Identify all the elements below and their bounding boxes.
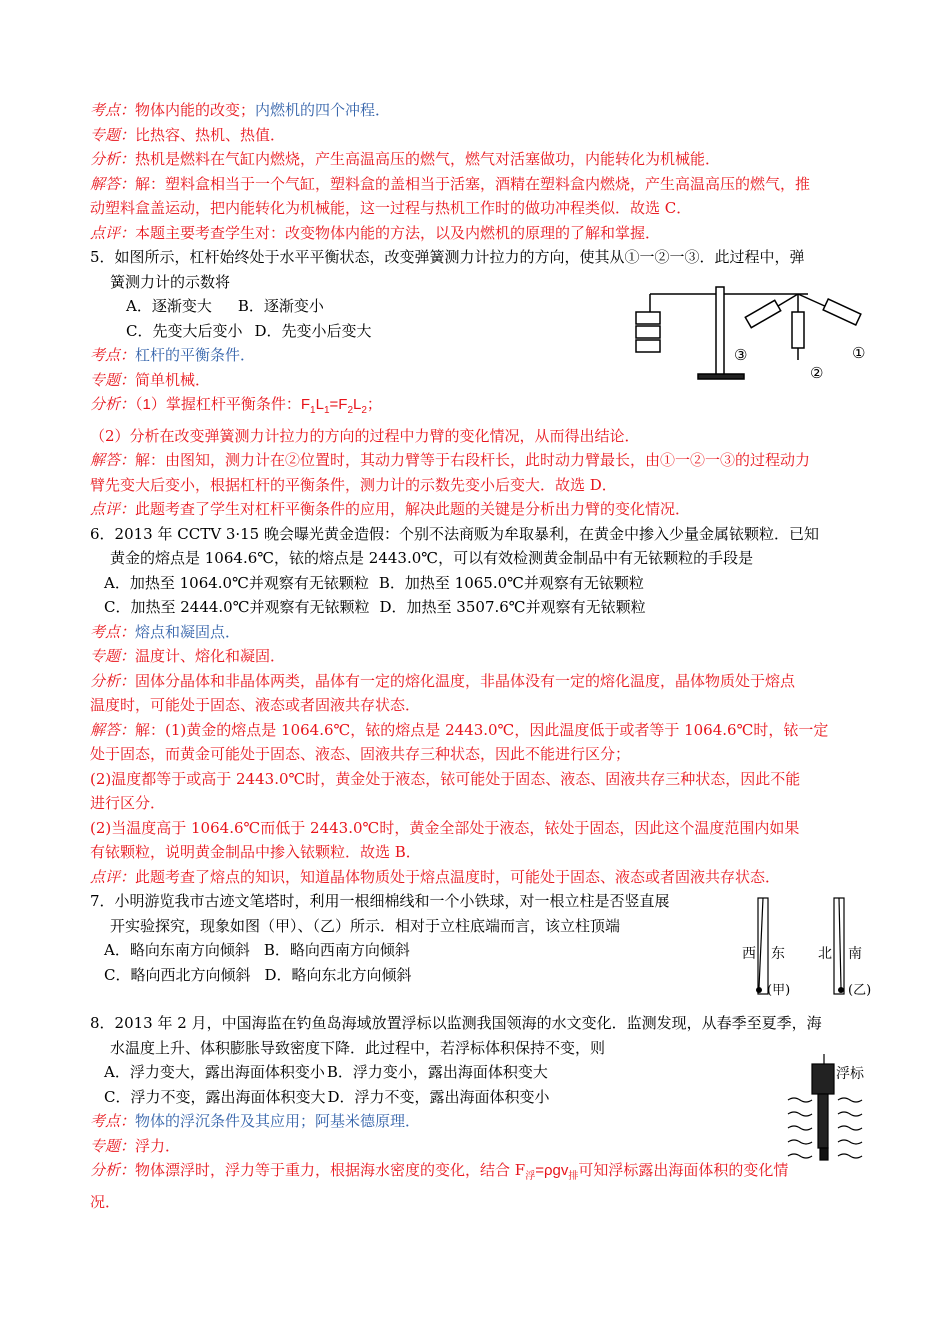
q6-option-d[interactable]: D．加热至 3507.6℃并观察有无铱颗粒 [379, 598, 646, 616]
q7-option-c[interactable]: C．略向西北方向倾斜 [104, 965, 251, 984]
fenxi-label: 分析： [90, 1161, 136, 1179]
zhuanti-label: 专题： [90, 370, 136, 389]
label-yi: (乙) [848, 983, 872, 998]
zhuanti-label: 专题： [90, 647, 136, 665]
kaodian-link[interactable]: 内燃机的四个冲程． [255, 101, 391, 119]
q5-option-c[interactable]: C．先变大后变小 [126, 321, 243, 340]
jieda-text: 解：由图知，测力计在②位置时，其动力臂等于右段杆长，此时动力臂最长，由①一②一③的过程动力 [135, 451, 811, 469]
q5-option-b[interactable]: B．逐渐变小 [237, 297, 324, 315]
jieda-line [90, 172, 865, 197]
q5-option-d[interactable]: D．先变小后变大 [254, 321, 372, 340]
q7-option-d[interactable]: D．略向东北方向倾斜 [264, 965, 412, 984]
dianping-label: 点评： [90, 867, 136, 886]
q8-option-d[interactable]: D．浮力不变，露出海面体积变小 [327, 1087, 550, 1106]
label-north: 北 [818, 946, 832, 962]
kaodian-link[interactable]: 物体的浮沉条件及其应用； [135, 1112, 316, 1130]
dianping-label: 点评： [90, 500, 136, 518]
zhuanti-text: 比热容、热机、热值． [135, 125, 286, 144]
jieda-text-cont: (2)温度都等于或高于 2443.0℃时，黄金处于液态，铱可能处于固态、液态、固液共存三种状态，因此不能 [90, 769, 801, 788]
q8-option-c[interactable]: C．浮力不变，露出海面体积变大 [104, 1087, 326, 1106]
q5-fenxi-line [90, 392, 865, 424]
fenxi-line [90, 147, 865, 172]
q8-fenxi-line [90, 1158, 865, 1190]
fig-label-2: ② [810, 364, 824, 382]
lever-figure [628, 282, 880, 388]
label-south: 南 [848, 946, 862, 962]
buoy-label: 浮标 [836, 1066, 864, 1082]
fenxi-text-2: 可知浮标露出海面体积的变化情 [578, 1161, 789, 1179]
zhuanti-line [90, 123, 865, 148]
q8-zhuanti-line [90, 1134, 865, 1159]
q7-option-a[interactable]: A．略向东南方向倾斜 [104, 941, 250, 959]
label-jia: (甲) [767, 983, 791, 998]
label-west: 西 [742, 946, 756, 962]
q6-fenxi-line [90, 669, 865, 694]
q6-option-a[interactable]: A．加热至 1064.0℃并观察有无铱颗粒 [104, 573, 369, 592]
kaodian-label: 考点： [90, 101, 136, 119]
q8-option-a[interactable]: A．浮力变大，露出海面体积变小 [104, 1063, 325, 1081]
dianping-line [90, 221, 865, 246]
q6-zhuanti-line [90, 644, 865, 669]
jieda-label: 解答： [90, 720, 136, 739]
jieda-text: 解：塑料盒相当于一个气缸，塑料盒的盖相当于活塞，酒精在塑料盒内燃烧，产生高温高压的燃气，推 [135, 174, 811, 193]
jieda-text-cont: 臂先变大后变小，根据杠杆的平衡条件，测力计的示数先变小后变大．故选 D． [90, 475, 617, 494]
q6-jieda-line [90, 718, 865, 743]
label-east: 东 [771, 946, 785, 962]
q5-option-a[interactable]: A．逐渐变大 [126, 297, 212, 315]
jieda-text-cont: 有铱颗粒，说明黄金制品中掺入铱颗粒．故选 B． [90, 843, 421, 861]
fenxi-text: 物体漂浮时，浮力等于重力，根据海水密度的变化，结合 F [135, 1161, 526, 1179]
zhuanti-text: 简单机械． [135, 370, 211, 389]
dianping-label: 点评： [90, 223, 136, 242]
q8-formula: $_浮$=ρgv$_排$ [525, 1162, 579, 1182]
jieda-label: 解答： [90, 451, 136, 469]
kaodian-link[interactable]: 杠杆的平衡条件． [135, 346, 256, 364]
q6-options-ab [90, 571, 865, 596]
jieda-text: 解：(1)黄金的熔点是 1064.6℃，铱的熔点是 2443.0℃，因此温度低于或者等于 1064.6℃时，铱一定 [135, 720, 829, 739]
q5-stem: 5．如图所示，杠杆始终处于水平平衡状态，改变弹簧测力计拉力的方向，使其从①一②一③．此过程中，弹 [90, 248, 805, 266]
q6-stem: 6．2013 年 CCTV 3·15 晚会曝光黄金造假：个别不法商贩为牟取暴利，在黄金中掺入少量金属铱颗粒．已知 [90, 524, 819, 543]
q8-stem-cont: 水温度上升、体积膨胀导致密度下降．此过程中，若浮标体积保持不变，则 [110, 1038, 606, 1057]
q6-stem-cont: 黄金的熔点是 1064.6℃，铱的熔点是 2443.0℃，可以有效检测黄金制品中有无铱颗粒的手段是 [110, 549, 754, 567]
q8-kaodian-line [90, 1109, 865, 1134]
plumb-figure [742, 896, 882, 1000]
q8-stem: 8．2013 年 2 月，中国海监在钓鱼岛海域放置浮标以监测我国领海的水文变化．监测发现，从春季至夏季，海 [90, 1014, 822, 1032]
q5-jieda-line [90, 448, 865, 473]
kaodian-link-2[interactable]: 阿基米德原理． [315, 1112, 421, 1130]
fenxi-label: 分析： [90, 671, 136, 690]
q5-formula: （1）掌握杠杆平衡条件：$F_1L_1=F_2L_2$； [135, 396, 382, 416]
q5-dianping-line [90, 497, 865, 522]
zhuanti-label: 专题： [90, 125, 136, 144]
q6-kaodian-line [90, 620, 865, 645]
zhuanti-text: 浮力． [135, 1136, 181, 1155]
q7-stem: 7．小明游览我市古迹文笔塔时，利用一根细棉线和一个小铁球，对一根立柱是否竖直展 [90, 892, 670, 910]
fig-label-3: ③ [734, 346, 748, 364]
jieda-label: 解答： [90, 174, 136, 193]
q8-option-b[interactable]: B．浮力变小，露出海面体积变大 [326, 1063, 548, 1081]
kaodian-text: 物体内能的改变； [135, 101, 256, 119]
zhuanti-text: 温度计、熔化和凝固． [135, 647, 286, 665]
kaodian-label: 考点： [90, 346, 136, 364]
dianping-text: 本题主要考查学生对：改变物体内能的方法，以及内燃机的原理的了解和掌握． [135, 223, 661, 242]
kaodian-link[interactable]: 熔点和凝固点． [135, 622, 241, 641]
jieda-text-cont: 进行区分． [90, 794, 166, 812]
jieda-text-cont: 动塑料盒盖运动，把内能转化为机械能，这一过程与热机工作时的做功冲程类似．故选 C． [90, 199, 692, 217]
kaodian-label: 考点： [90, 622, 136, 641]
fenxi-text-cont: 况． [90, 1192, 121, 1211]
q8-options-ab [90, 1060, 865, 1085]
jieda-text-cont: 处于固态，而黄金可能处于固态、液态、固液共存三种状态，因此不能进行区分； [90, 745, 631, 763]
q5-stem-cont: 簧测力计的示数将 [110, 272, 231, 291]
dianping-text: 此题考查了熔点的知识，知道晶体物质处于熔点温度时，可能处于固态、液态或者固液共存状态． [135, 867, 781, 886]
q6-option-b[interactable]: B．加热至 1065.0℃并观察有无铱颗粒 [378, 573, 644, 592]
buoy-figure [782, 1052, 872, 1166]
jieda-text-cont: (2)当温度高于 1064.6℃而低于 2443.0℃时，黄金全部处于液态，铱处于固态，因此这个温度范围内如果 [90, 818, 800, 837]
kaodian-label: 考点： [90, 1112, 136, 1130]
fenxi-label: 分析： [90, 150, 136, 168]
q6-options-cd [90, 595, 865, 620]
kaodian-line [90, 98, 865, 123]
fenxi-label: 分析： [90, 395, 136, 413]
plumb-ball-yi [838, 987, 844, 993]
q6-dianping-line [90, 865, 865, 890]
fenxi-text: 固体分晶体和非晶体两类，晶体有一定的熔化温度，非晶体没有一定的熔化温度，晶体物质处于熔点 [135, 671, 796, 690]
q7-stem-cont: 开实验探究，现象如图（甲）、（乙）所示．相对于立柱底端而言，该立柱顶端 [110, 916, 621, 935]
fig-label-1: ① [852, 344, 866, 362]
q5-fenxi-cont: （2）分析在改变弹簧测力计拉力的方向的过程中力臂的变化情况，从而得出结论． [90, 426, 640, 445]
document-page [90, 98, 865, 1214]
fenxi-text-cont: 温度时，可能处于固态、液态或者固液共存状态． [90, 696, 421, 714]
zhuanti-label: 专题： [90, 1136, 136, 1155]
q6-option-c[interactable]: C．加热至 2444.0℃并观察有无铱颗粒 [104, 598, 370, 616]
dianping-text: 此题考查了学生对杠杆平衡条件的应用，解决此题的关键是分析出力臂的变化情况． [135, 500, 691, 518]
fenxi-text: 热机是燃料在气缸内燃烧，产生高温高压的燃气，燃气对活塞做功，内能转化为机械能． [135, 150, 721, 168]
q8-options-cd [90, 1085, 865, 1110]
q7-option-b[interactable]: B．略向西南方向倾斜 [263, 941, 410, 959]
plumb-ball-jia [756, 987, 762, 993]
